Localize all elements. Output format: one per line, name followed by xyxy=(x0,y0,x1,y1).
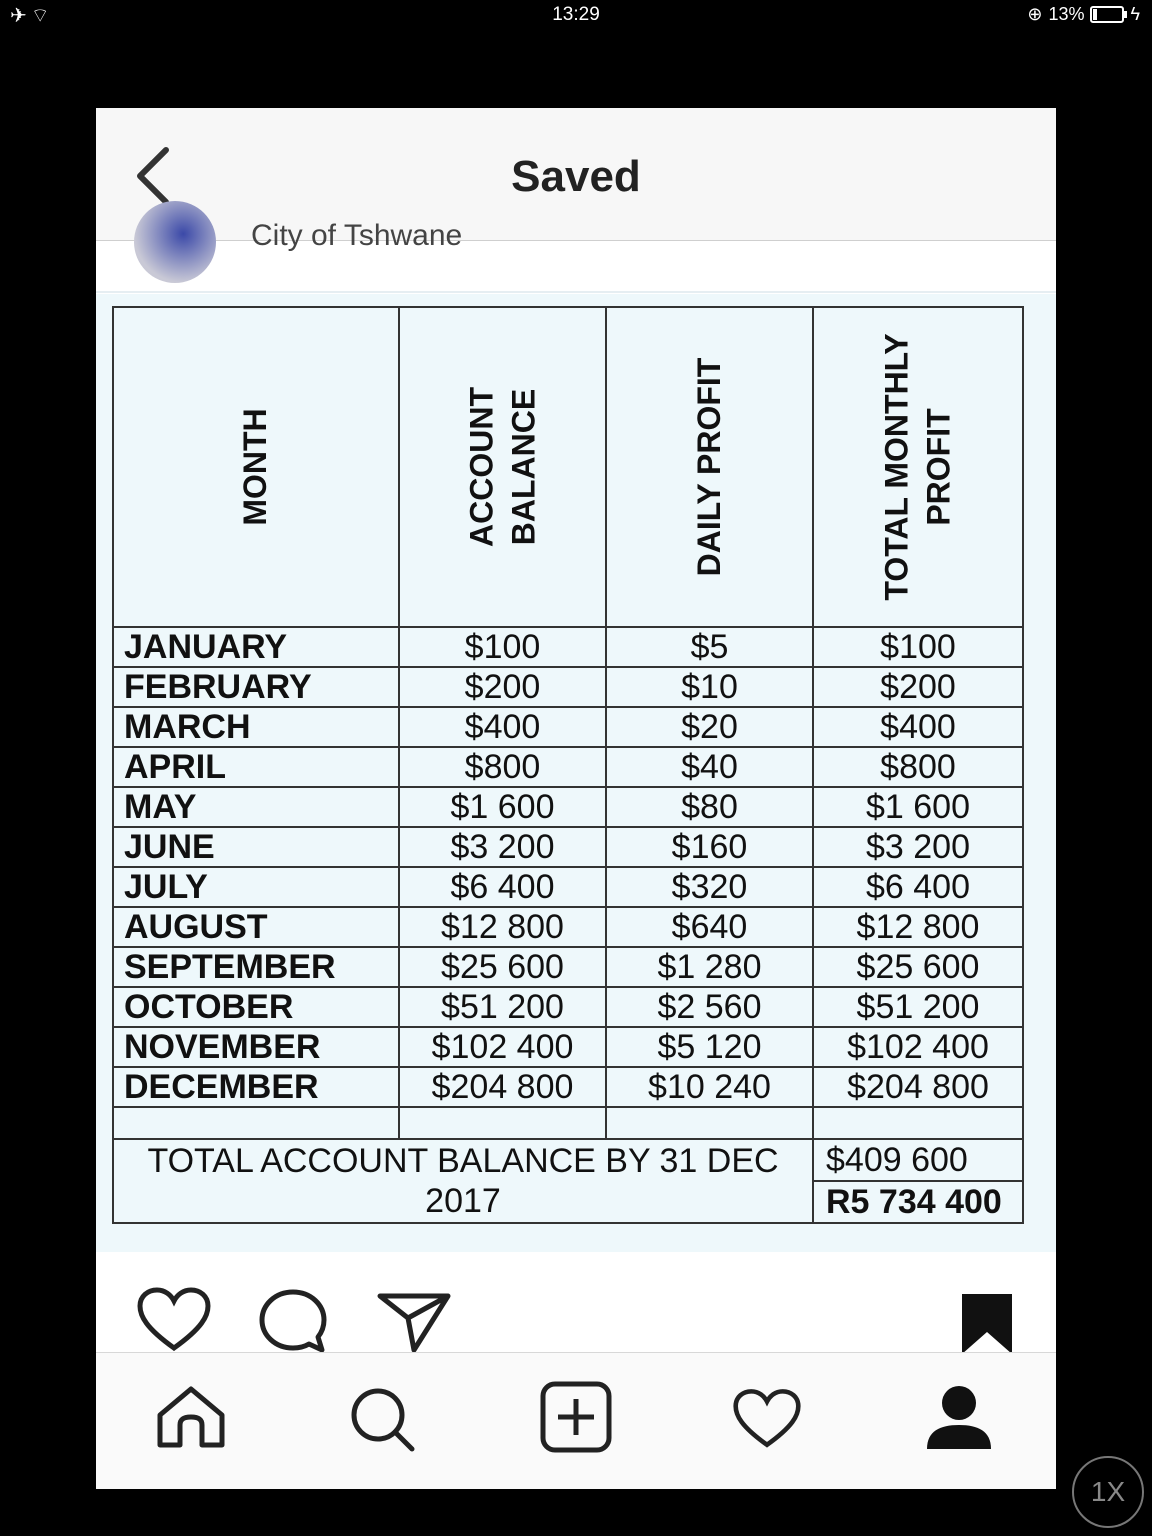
app-window xyxy=(96,108,1056,1488)
profit-table xyxy=(112,306,1024,1224)
table-row xyxy=(113,947,1023,987)
table-row xyxy=(113,627,1023,667)
cell-month: APRIL xyxy=(113,747,399,787)
cell-daily: $320 xyxy=(606,867,813,907)
cell-total: $1 600 xyxy=(813,787,1023,827)
cell-daily: $80 xyxy=(606,787,813,827)
post-actions xyxy=(96,1258,1056,1352)
comment-icon[interactable] xyxy=(258,1288,328,1352)
cell-daily: $2 560 xyxy=(606,987,813,1027)
share-icon[interactable] xyxy=(376,1288,452,1352)
cell-month: OCTOBER xyxy=(113,987,399,1027)
table-header-row xyxy=(113,307,1023,627)
post-username[interactable]: City of Tshwane xyxy=(251,219,463,252)
profile-icon[interactable] xyxy=(924,1383,994,1451)
add-post-icon[interactable] xyxy=(540,1381,612,1453)
header-daily-profit: DAILY PROFIT xyxy=(606,307,813,627)
cell-month: AUGUST xyxy=(113,907,399,947)
header-account-balance: ACCOUNT BALANCE xyxy=(399,307,606,627)
cell-month: NOVEMBER xyxy=(113,1027,399,1067)
cell-total: $200 xyxy=(813,667,1023,707)
tab-bar xyxy=(96,1352,1056,1489)
status-right xyxy=(1027,4,1140,25)
cell-balance: $102 400 xyxy=(399,1027,606,1067)
table-row xyxy=(113,867,1023,907)
cell-balance: $3 200 xyxy=(399,827,606,867)
cell-balance: $6 400 xyxy=(399,867,606,907)
table-row xyxy=(113,827,1023,867)
table-row xyxy=(113,667,1023,707)
cell-daily: $160 xyxy=(606,827,813,867)
cell-total: $3 200 xyxy=(813,827,1023,867)
cell-balance: $25 600 xyxy=(399,947,606,987)
wifi-icon: ⌔ xyxy=(30,5,54,27)
cell-total: $51 200 xyxy=(813,987,1023,1027)
cell-total: $204 800 xyxy=(813,1067,1023,1107)
activity-heart-icon[interactable] xyxy=(732,1389,802,1449)
total-usd: $409 600 xyxy=(813,1139,1023,1181)
divider xyxy=(96,291,1056,293)
page-title: Saved xyxy=(511,152,641,201)
header-total-monthly-profit: TOTAL MONTHLY PROFIT xyxy=(813,307,1023,627)
table-blank-row xyxy=(113,1107,1023,1139)
cell-daily: $5 120 xyxy=(606,1027,813,1067)
table-row xyxy=(113,1067,1023,1107)
status-time: 13:29 xyxy=(552,4,600,25)
airplane-icon: ✈ xyxy=(10,5,31,27)
cell-total: $800 xyxy=(813,747,1023,787)
post-image[interactable] xyxy=(96,294,1056,1252)
cell-total: $12 800 xyxy=(813,907,1023,947)
bookmark-icon[interactable] xyxy=(960,1292,1014,1354)
cell-total: $25 600 xyxy=(813,947,1023,987)
table-row xyxy=(113,787,1023,827)
home-icon[interactable] xyxy=(156,1385,226,1449)
table-row xyxy=(113,907,1023,947)
header-month: MONTH xyxy=(113,307,399,627)
cell-month: SEPTEMBER xyxy=(113,947,399,987)
cell-balance: $200 xyxy=(399,667,606,707)
total-label: TOTAL ACCOUNT BALANCE BY 31 DEC 2017 xyxy=(113,1139,813,1223)
cell-month: JUNE xyxy=(113,827,399,867)
cell-balance: $400 xyxy=(399,707,606,747)
cell-balance: $1 600 xyxy=(399,787,606,827)
cell-month: JANUARY xyxy=(113,627,399,667)
cell-daily: $640 xyxy=(606,907,813,947)
cell-balance: $51 200 xyxy=(399,987,606,1027)
cell-balance: $204 800 xyxy=(399,1067,606,1107)
cell-month: DECEMBER xyxy=(113,1067,399,1107)
cell-month: MAY xyxy=(113,787,399,827)
status-bar xyxy=(0,0,1152,34)
cell-total: $102 400 xyxy=(813,1027,1023,1067)
charging-icon: ϟ xyxy=(1130,4,1140,24)
cell-month: JULY xyxy=(113,867,399,907)
zoom-button[interactable]: 1X xyxy=(1072,1456,1144,1528)
total-row xyxy=(113,1139,1023,1181)
cell-total: $400 xyxy=(813,707,1023,747)
cell-total: $6 400 xyxy=(813,867,1023,907)
cell-daily: $1 280 xyxy=(606,947,813,987)
nav-bar xyxy=(96,108,1056,241)
cell-balance: $100 xyxy=(399,627,606,667)
cell-balance: $12 800 xyxy=(399,907,606,947)
table-row xyxy=(113,747,1023,787)
table-row xyxy=(113,1027,1023,1067)
cell-total: $100 xyxy=(813,627,1023,667)
table-row xyxy=(113,987,1023,1027)
cell-daily: $20 xyxy=(606,707,813,747)
battery-percent: 13% xyxy=(1048,4,1085,24)
cell-daily: $40 xyxy=(606,747,813,787)
battery-icon xyxy=(1090,6,1124,23)
search-icon[interactable] xyxy=(348,1385,416,1453)
table-row xyxy=(113,707,1023,747)
avatar[interactable] xyxy=(134,201,216,283)
cell-month: FEBRUARY xyxy=(113,667,399,707)
cell-month: MARCH xyxy=(113,707,399,747)
cell-balance: $800 xyxy=(399,747,606,787)
lock-rotation-icon: ⊕ xyxy=(1027,4,1043,24)
cell-daily: $10 xyxy=(606,667,813,707)
post-header xyxy=(96,219,1056,291)
total-zar: R5 734 400 xyxy=(813,1181,1023,1223)
heart-icon[interactable] xyxy=(136,1288,212,1352)
cell-daily: $10 240 xyxy=(606,1067,813,1107)
cell-daily: $5 xyxy=(606,627,813,667)
